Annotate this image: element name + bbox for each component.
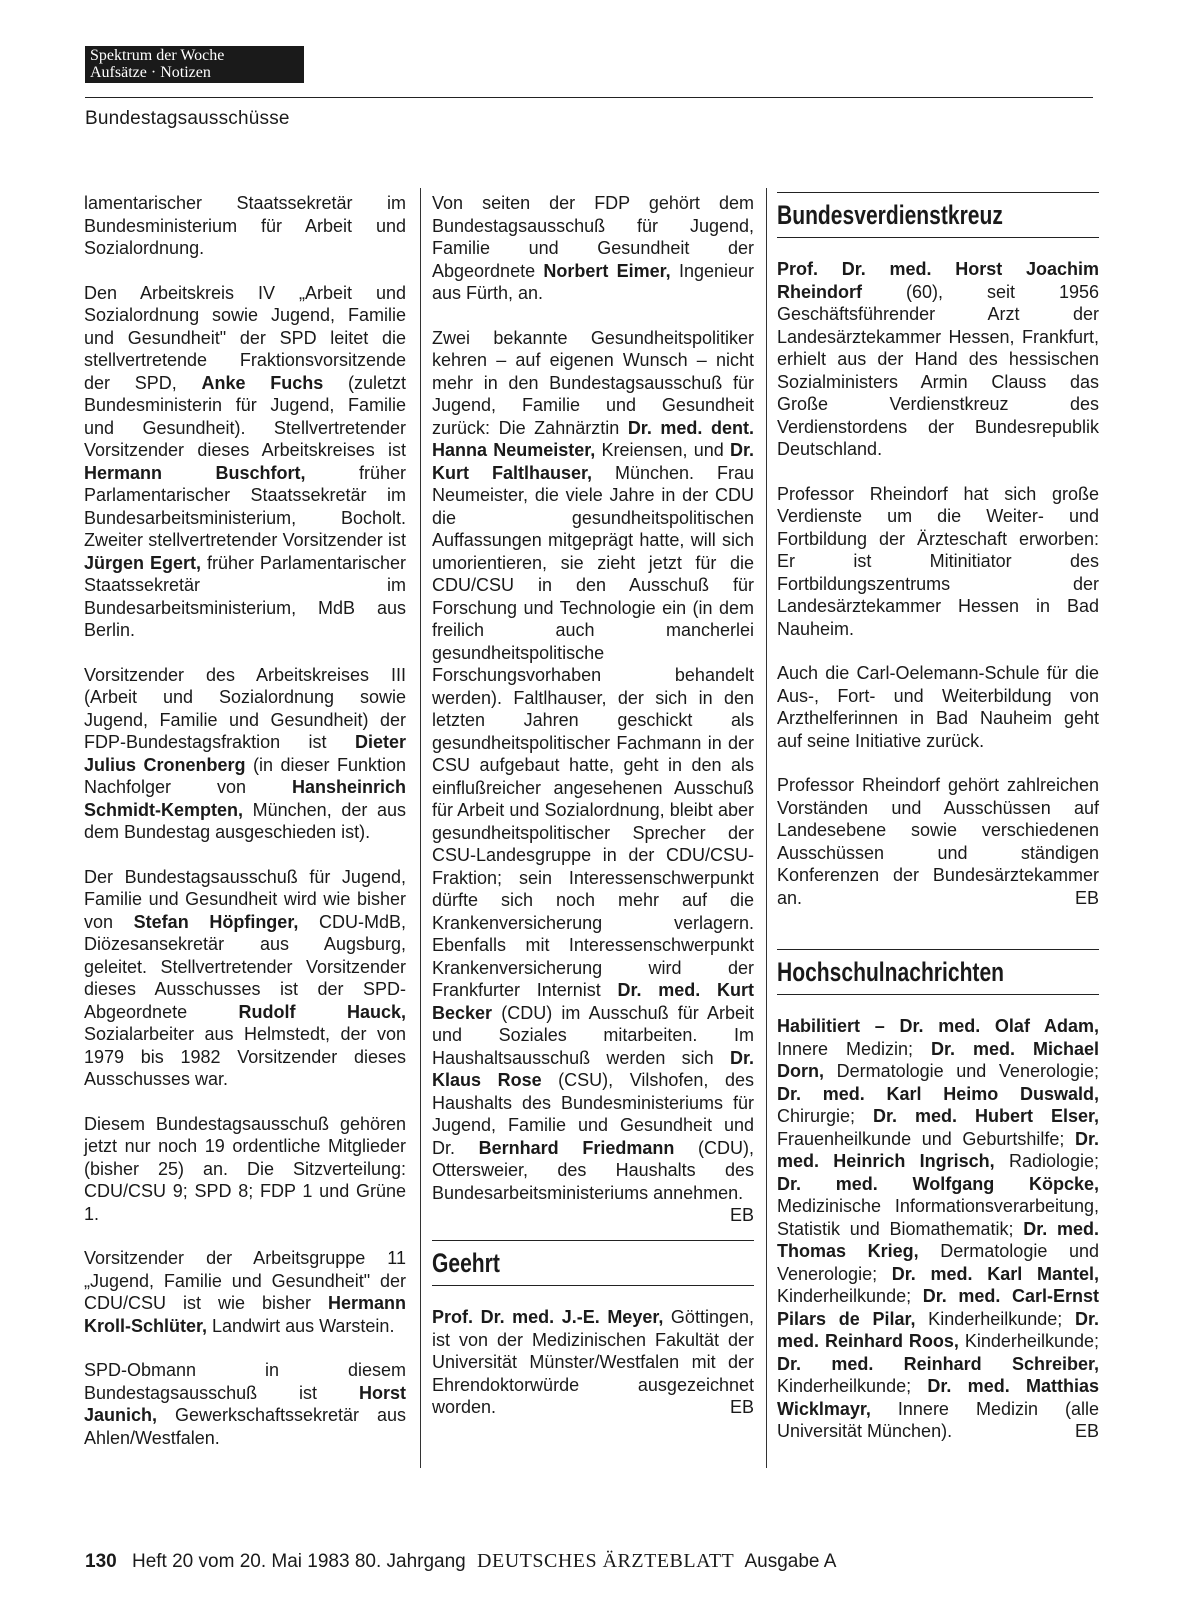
- section-rule: [777, 949, 1099, 950]
- paragraph: Vorsitzender des Arbeitskreises III (Arbeit und Sozialordnung sowie Jugend, Familie und Gesundheit) der FDP-Bundestagsfraktion ist Dieter Julius Cronenberg (in dieser Funktion Nachfolger von Hansheinrich Schmidt-Kempten, München, der aus dem Bundestag ausgeschieden ist).: [84, 664, 406, 842]
- paragraph: Der Bundestagsausschuß für Jugend, Familie und Gesundheit wird wie bisher von Stefan Höpfinger, CDU-MdB, Diözesansekretär aus Augsburg, geleitet. Stellvertretender Vorsitzender dieses Ausschusses ist der SPD-Abgeordnete Rudolf Hauck, Sozialarbeiter aus Helmstedt, der von 1979 bis 1982 Vorsitzender dieses Ausschusses war.: [84, 866, 406, 1089]
- paragraph: Professor Rheindorf gehört zahlreichen Vorständen und Ausschüssen auf Landesebene sowie verschiedenen Ausschüssen und ständigen Konferenzen der Bundesärztekammer an. EB: [777, 775, 1099, 908]
- column-divider-2: [766, 188, 767, 1468]
- running-head: Bundestagsausschüsse: [85, 108, 290, 129]
- paragraph: Diesem Bundestagsausschuß gehören jetzt nur noch 19 ordentliche Mitglieder (bisher 25) an. Die Sitzverteilung: CDU/CSU 9; SPD 8; FDP 1 und Grüne 1.: [84, 1113, 406, 1224]
- page-footer: [85, 1550, 836, 1573]
- author-signature: EB: [1074, 1421, 1099, 1441]
- section-rule: [777, 192, 1099, 193]
- paragraph: Zwei bekannte Gesundheitspolitiker kehren – auf eigenen Wunsch – nicht mehr in den Bundestagsausschuß für Jugend, Familie und Gesundheit zurück: Die Zahnärztin Dr. med. dent. Hanna Neumeister, Kreiensen, und Dr. Kurt Faltlhauser, München. Frau Neumeister, die viele Jahre in der CDU die gesundheitspolitischen Auffassungen mitgeprägt hatte, will sich umorientieren, sie zieht jetzt für die CDU/CSU in den Ausschuß für Forschung und Technologie ein (in dem freilich auch mancherlei gesundheitspolitische Forschungsvorhaben behandelt werden). Faltlhauser, der sich in den letzten Jahren geschickt als gesundheitspolitischer Fachmann in der CSU aufgebaut hatte, geht in den als einflußreicher angesehenen Ausschuß für Arbeit und Sozialordnung, bleibt aber gesundheitspolitischer Sprecher der CSU-Landesgruppe in der CDU/CSU-Fraktion; sein Interessenschwerpunkt dürfte sich noch mehr auf die Krankenversicherung verlagern. Ebenfalls mit Interessenschwerpunkt Krankenversicherung wird der Frankfurter Internist Dr. med. Kurt Becker (CDU) im Ausschuß für Arbeit und Soziales mitarbeiten. Im Haushaltsausschuß werden sich Dr. Klaus Rose (CSU), Vilshofen, des Haushalts des Bundesministeriums für Jugend, Familie und Gesundheit und Dr. Bernhard Friedmann (CDU), Ottersweier, des Haushalts des Bundesarbeitsministeriums annehmen. EB: [432, 327, 755, 1225]
- author-signature: EB: [729, 1205, 754, 1225]
- page-number: 130: [85, 1551, 117, 1572]
- paragraph: Vorsitzender der Arbeitsgruppe 11 „Jugend, Familie und Gesundheit" der CDU/CSU ist wie bisher Hermann Kroll-Schlüter, Landwirt aus Warstein.: [84, 1248, 406, 1336]
- paragraph: SPD-Obmann in diesem Bundestagsausschuß ist Horst Jaunich, Gewerkschaftssekretär aus Ahlen/Westfalen.: [84, 1360, 406, 1448]
- paragraph: Professor Rheindorf hat sich große Verdienste um die Weiter- und Fortbildung der Ärzteschaft erworben: Er ist Mitinitiator des Fortbildungszentrums der Landesärztekammer Hessen in Bad Nauheim.: [777, 483, 1099, 639]
- paragraph: Habilitiert – Dr. med. Olaf Adam, Innere Medizin; Dr. med. Michael Dorn, Dermatologie und Venerologie; Dr. med. Karl Heimo Duswald, Chirurgie; Dr. med. Hubert Elser, Frauenheilkunde und Geburtshilfe; Dr. med. Heinrich Ingrisch, Radiologie; Dr. med. Wolfgang Köpcke, Medizinische Informationsverarbeitung, Statistik und Biomathematik; Dr. med. Thomas Krieg, Dermatologie und Venerologie; Dr. med. Karl Mantel, Kinderheilkunde; Dr. med. Carl-Ernst Pilars de Pilar, Kinderheilkunde; Dr. med. Reinhard Roos, Kinderheilkunde; Dr. med. Reinhard Schreiber, Kinderheilkunde; Dr. med. Matthias Wicklmayr, Innere Medizin (alle Universität München). EB: [777, 1016, 1099, 1441]
- paragraph: Den Arbeitskreis IV „Arbeit und Sozialordnung sowie Jugend, Familie und Gesundheit" der SPD leitet die stellvertretende Fraktionsvorsitzende der SPD, Anke Fuchs (zuletzt Bundesministerin für Jugend, Familie und Gesundheit). Stellvertretender Vorsitzender dieses Arbeitskreises ist Hermann Buschfort, früher Parlamentarischer Staatssekretär im Bundesarbeitsministerium, Bocholt. Zweiter stellvertretender Vorsitzender ist Jürgen Egert, früher Parlamentarischer Staatssekretär im Bundesarbeitsministerium, MdB aus Berlin.: [84, 282, 406, 640]
- journal-name: DEUTSCHES ÄRZTEBLATT: [477, 1550, 735, 1572]
- section-heading-bundesverdienstkreuz: Bundesverdienstkreuz: [777, 200, 1003, 230]
- author-signature: EB: [1074, 887, 1099, 908]
- column-3: [777, 192, 1099, 1465]
- section-subtitle: Aufsätze · Notizen: [90, 64, 211, 81]
- paragraph: lamentarischer Staatssekretär im Bundesministerium für Arbeit und Sozialordnung.: [84, 193, 406, 258]
- section-rule: [432, 1285, 754, 1286]
- paragraph: Von seiten der FDP gehört dem Bundestagsausschuß für Jugend, Familie und Gesundheit der Abgeordnete Norbert Eimer, Ingenieur aus Fürth, an.: [432, 193, 754, 303]
- top-rule: [85, 97, 1093, 98]
- section-badge: [85, 46, 304, 83]
- issue-info: Heft 20 vom 20. Mai 1983 80. Jahrgang: [131, 1551, 466, 1572]
- section-heading-geehrt: Geehrt: [432, 1248, 500, 1278]
- section-title: Spektrum der Woche: [90, 47, 225, 64]
- column-1: [84, 192, 406, 1471]
- column-divider-1: [420, 188, 421, 1468]
- edition: Ausgabe A: [744, 1551, 837, 1572]
- section-rule: [432, 1240, 754, 1241]
- column-2: [432, 192, 754, 1441]
- paragraph: Auch die Carl-Oelemann-Schule für die Aus-, Fort- und Weiterbildung von Arzthelferinnen in Bad Nauheim geht auf seine Initiative zurück.: [777, 663, 1099, 751]
- section-heading-hochschulnachrichten: Hochschulnachrichten: [777, 957, 1005, 987]
- author-signature: EB: [729, 1397, 754, 1417]
- paragraph: Prof. Dr. med. J.-E. Meyer, Göttingen, ist von der Medizinischen Fakultät der Universität Münster/Westfalen mit der Ehrendoktorwürde ausgezeichnet worden. EB: [432, 1307, 754, 1417]
- paragraph: Prof. Dr. med. Horst Joachim Rheindorf (60), seit 1956 Geschäftsführender Arzt der Landesärztekammer Hessen, Frankfurt, erhielt aus der Hand des hessischen Sozialministers Armin Clauss das Große Verdienstkreuz des Verdienstordens der Bundesrepublik Deutschland.: [777, 259, 1099, 459]
- section-rule: [777, 237, 1099, 238]
- section-rule: [777, 994, 1099, 995]
